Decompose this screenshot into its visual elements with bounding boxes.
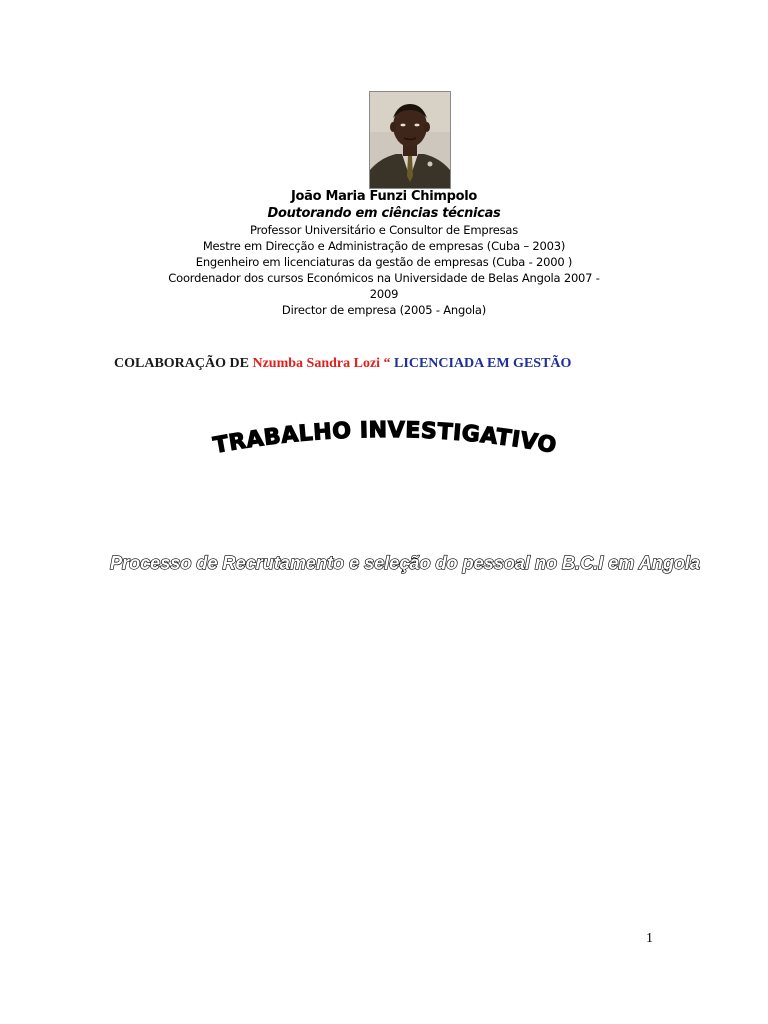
- document-title-wordart: [180, 410, 590, 470]
- credential-line: Professor Universitário e Consultor de Empresas: [249, 223, 519, 237]
- credential-line: Coordenador dos cursos Económicos na Universidade de Belas Angola 2007 -: [168, 271, 600, 285]
- credential-line: Engenheiro em licenciaturas da gestão de empresas (Cuba - 2000 ): [195, 255, 573, 269]
- author-photo: [369, 91, 451, 189]
- collaborator-name: Nzumba Sandra Lozi “: [252, 356, 395, 371]
- author-portrait-image: [370, 92, 450, 188]
- collaboration-prefix: COLABORAÇÃO DE: [114, 356, 253, 371]
- credential-line: Mestre em Direcção e Administração de empresas (Cuba – 2003): [202, 239, 566, 253]
- document-subtitle-wordart: [100, 545, 710, 581]
- document-subtitle: Processo de Recrutamento e seleção do pessoal no B.C.I em Angola: [110, 553, 700, 573]
- page-number: 1: [646, 931, 653, 946]
- collaborator-role: LICENCIADA EM GESTÃO: [394, 356, 572, 371]
- collaboration-line: [114, 356, 571, 372]
- credential-line: 2009: [369, 287, 399, 301]
- document-title: TRABALHO INVESTIGATIVO: [211, 417, 559, 459]
- author-header: [0, 188, 768, 318]
- author-degree: Doutorando em ciências técnicas: [267, 206, 501, 221]
- credential-line: Director de empresa (2005 - Angola): [281, 303, 487, 317]
- author-name: João Maria Funzi Chimpolo: [290, 189, 478, 204]
